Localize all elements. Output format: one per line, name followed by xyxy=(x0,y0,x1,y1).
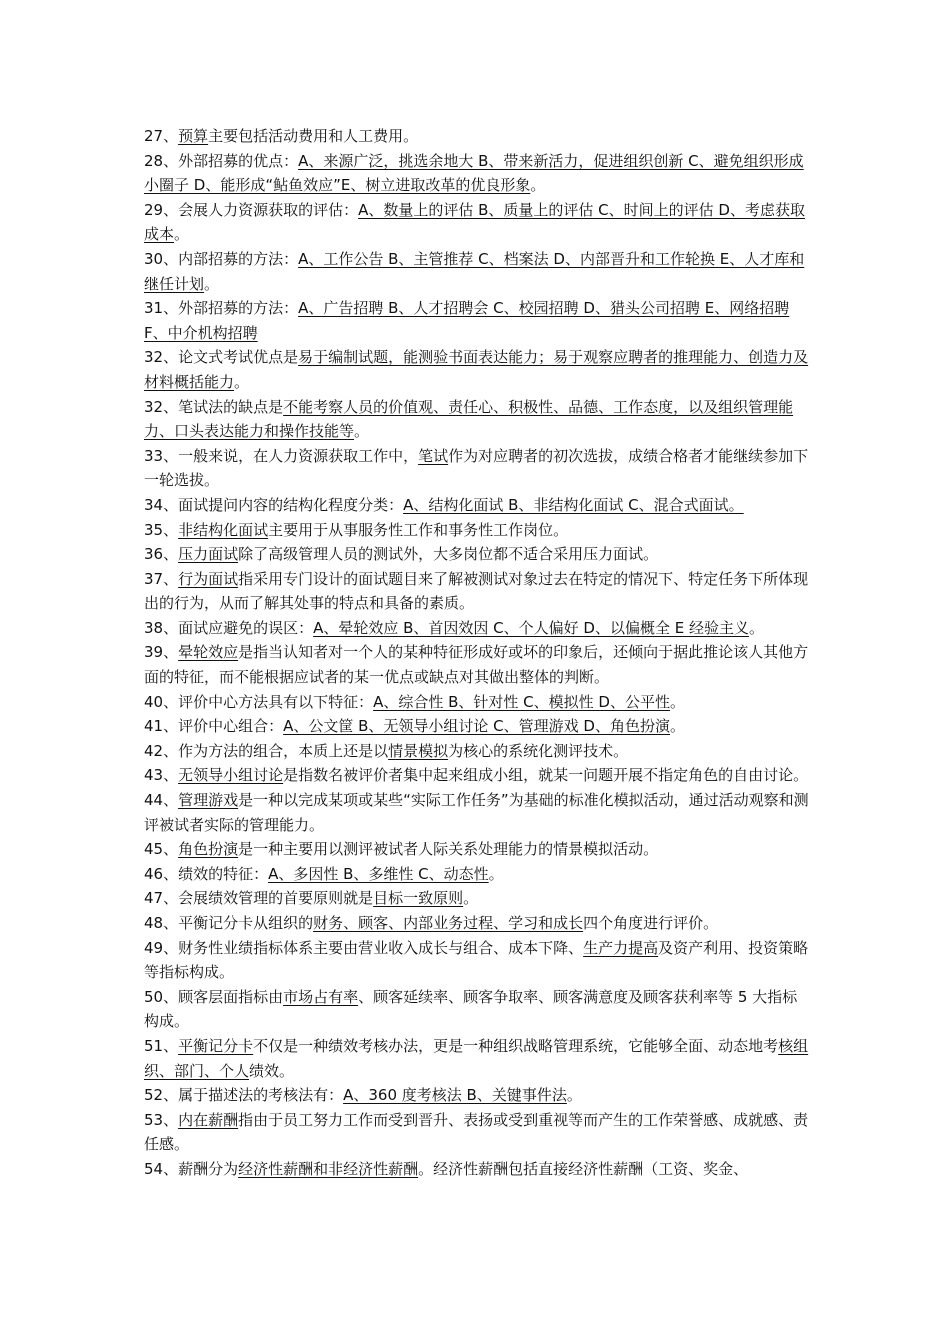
question-text: 36、 xyxy=(144,545,179,564)
question-text: 是一种主要用以测评被试者人际关系处理能力的情景模拟活动。 xyxy=(238,840,659,859)
question-paragraph xyxy=(144,1034,812,1083)
answer-text: 无领导小组讨论 xyxy=(178,766,284,785)
question-text: 32、论文式考试优点是 xyxy=(144,348,299,367)
answer-text: A、多因性 B、多维性 C、动态性 xyxy=(268,864,489,883)
question-paragraph xyxy=(144,739,812,764)
question-paragraph xyxy=(144,542,812,567)
question-text: 53、 xyxy=(144,1110,179,1129)
question-text: 。 xyxy=(488,864,504,883)
question-text: 32、笔试法的缺点是 xyxy=(144,397,284,416)
question-text: 37、 xyxy=(144,569,179,588)
question-paragraph xyxy=(144,788,812,837)
question-text: 。 xyxy=(354,422,370,441)
question-paragraph xyxy=(144,862,812,887)
question-text: 为核心的系统化测评技术。 xyxy=(448,741,629,760)
question-paragraph xyxy=(144,640,812,689)
answer-text: 压力面试 xyxy=(178,545,239,564)
answer-text: 内在薪酬 xyxy=(178,1110,239,1129)
question-text: 43、 xyxy=(144,766,179,785)
question-paragraph xyxy=(144,518,812,543)
question-text: 47、会展绩效管理的首要原则就是 xyxy=(144,889,374,908)
answer-text: A、晕轮效应 B、首因效因 C、个人偏好 D、以偏概全 E 经验主义 xyxy=(313,618,749,637)
answer-text: 非结构化面试 xyxy=(178,520,269,539)
question-text: 、顾客延续率、顾客争取率、顾客满意度及顾客获利率等 5 大指标构成。 xyxy=(144,987,798,1031)
question-text: 。 xyxy=(749,618,765,637)
answer-text: 目标一致原则 xyxy=(373,889,464,908)
answer-text: 市场占有率 xyxy=(283,987,359,1006)
question-text: 指由于员工努力工作而受到晋升、表扬或受到重视等而产生的工作荣誉感、成就感、责任感。 xyxy=(144,1110,809,1154)
question-text: 除了高级管理人员的测试外，大多岗位都不适合采用压力面试。 xyxy=(238,545,659,564)
question-paragraph xyxy=(144,886,812,911)
answer-text: 行为面试 xyxy=(178,569,239,588)
question-text: 35、 xyxy=(144,520,179,539)
answer-text: A、工作公告 B、主管推荐 C、档案法 D、内部晋升和工作轮换 E、人才库和继任计划 xyxy=(144,249,805,293)
question-paragraph xyxy=(144,690,812,715)
question-text: 是指当认知者对一个人的某种特征形成好或坏的印象后，还倾向于据此推论该人其他方面的特征，而不能根据应试者的某一优点或缺点对其做出整体的判断。 xyxy=(144,643,809,687)
question-text: 28、外部招募的优点： xyxy=(144,151,299,170)
question-text: 。 xyxy=(463,889,479,908)
answer-text: 平衡记分卡 xyxy=(178,1036,254,1055)
question-text: 是指数名被评价者集中起来组成小组，就某一问题开展不指定角色的自由讨论。 xyxy=(283,766,809,785)
answer-text: A、综合性 B、针对性 C、模拟性 D、公平性 xyxy=(373,692,670,711)
question-paragraph xyxy=(144,1108,812,1157)
answer-text: 笔试 xyxy=(418,446,449,465)
answer-text: 晕轮效应 xyxy=(178,643,239,662)
question-paragraph xyxy=(144,911,812,936)
answer-text: 管理游戏 xyxy=(178,791,239,810)
answer-text: 情景模拟 xyxy=(388,741,449,760)
question-paragraph xyxy=(144,296,812,345)
question-text: 。 xyxy=(669,717,685,736)
answer-text: 财务、顾客、内部业务过程、学习和成长 xyxy=(313,914,584,932)
question-paragraph xyxy=(144,247,812,296)
question-text: 作为对应聘者的初次选拔，成绩合格者才能继续参加下一轮选拔。 xyxy=(144,446,809,490)
question-paragraph xyxy=(144,395,812,444)
answer-text: 易于编制试题，能测验书面表达能力；易于观察应聘者的推理能力、创造力及材料概括能力 xyxy=(144,348,809,391)
question-text: 52、属于描述法的考核法有： xyxy=(144,1086,344,1105)
answer-text: 生产力提高 xyxy=(583,938,659,957)
question-paragraph xyxy=(144,567,812,616)
question-text: 45、 xyxy=(144,840,179,859)
question-text: 54、薪酬分为 xyxy=(144,1159,239,1178)
question-text: 30、内部招募的方法： xyxy=(144,249,299,268)
question-text: 29、会展人力资源获取的评估： xyxy=(144,200,359,219)
question-paragraph xyxy=(144,493,812,518)
answer-text: 经济性薪酬和非经济性薪酬 xyxy=(238,1159,419,1178)
question-text: 指采用专门设计的面试题目来了解被测试对象过去在特定的情况下、特定任务下所体现出的行为，从而了解其处事的特点和具备的素质。 xyxy=(144,569,809,613)
question-text: 51、 xyxy=(144,1036,179,1055)
question-paragraph xyxy=(144,985,812,1034)
question-text: 。 xyxy=(204,274,220,293)
answer-text: A、360 度考核法 B、关键事件法 xyxy=(343,1086,567,1105)
question-paragraph xyxy=(144,198,812,247)
answer-text: A、数量上的评估 B、质量上的评估 C、时间上的评估 D、考虑获取成本 xyxy=(144,200,805,244)
question-text: 。经济性薪酬包括直接经济性薪酬（工资、奖金、 xyxy=(418,1159,749,1178)
question-text: 34、面试提问内容的结构化程度分类： xyxy=(144,495,404,514)
question-paragraph xyxy=(144,1083,812,1108)
question-text: 41、评价中心组合： xyxy=(144,717,284,736)
document-body xyxy=(144,124,812,1182)
question-paragraph xyxy=(144,837,812,862)
question-text: 。 xyxy=(669,692,685,711)
answer-text: 预算 xyxy=(178,127,209,145)
answer-text: A、广告招聘 B、人才招聘会 C、校园招聘 D、猎头公司招聘 E、网络招聘 F、中介机构招聘 xyxy=(144,299,790,342)
question-paragraph xyxy=(144,149,812,198)
question-text: 。 xyxy=(234,372,250,391)
question-text: 绩效。 xyxy=(249,1061,295,1080)
question-paragraph xyxy=(144,763,812,788)
question-paragraph xyxy=(144,124,812,149)
question-paragraph xyxy=(144,1157,812,1182)
question-paragraph xyxy=(144,345,812,394)
question-text: 40、评价中心方法具有以下特征： xyxy=(144,692,374,711)
question-text: 33、一般来说，在人力资源获取工作中， xyxy=(144,446,419,465)
question-text: 四个角度进行评价。 xyxy=(583,914,719,932)
answer-text: A、结构化面试 B、非结构化面试 C、混合式面试。 xyxy=(403,495,744,514)
question-paragraph xyxy=(144,936,812,985)
question-text: 39、 xyxy=(144,643,179,662)
question-text: 不仅是一种绩效考核办法，更是一种组织战略管理系统，它能够全面、动态地考 xyxy=(253,1036,779,1055)
question-text: 。 xyxy=(174,225,190,244)
question-text: 44、 xyxy=(144,791,179,810)
question-text: 49、财务性业绩指标体系主要由营业收入成长与组合、成本下降、 xyxy=(144,938,584,957)
question-paragraph xyxy=(144,714,812,739)
answer-text: 角色扮演 xyxy=(178,840,239,859)
answer-text: 核组织、部门、个人 xyxy=(144,1036,809,1080)
answer-text: A、公文筐 B、无领导小组讨论 C、管理游戏 D、角色扮演 xyxy=(283,717,670,736)
question-text: 31、外部招募的方法： xyxy=(144,299,299,318)
answer-text: 不能考察人员的价值观、责任心、积极性、品德、工作态度，以及组织管理能力、口头表达能力和操作技能等 xyxy=(144,397,794,441)
question-text: 及资产利用、投资策略等指标构成。 xyxy=(144,938,809,982)
question-text: 主要包括活动费用和人工费用。 xyxy=(208,127,419,145)
question-text: 27、 xyxy=(144,127,179,145)
question-text: 。 xyxy=(530,176,546,195)
question-text: 38、面试应避免的误区： xyxy=(144,618,314,637)
question-text: 是一种以完成某项或某些“实际工作任务”为基础的标准化模拟活动，通过活动观察和测评被试者实际的管理能力。 xyxy=(144,791,809,834)
question-text: 48、平衡记分卡从组织的 xyxy=(144,914,314,932)
question-text: 46、绩效的特征： xyxy=(144,864,269,883)
question-text: 。 xyxy=(566,1086,582,1105)
question-paragraph xyxy=(144,616,812,641)
question-text: 42、作为方法的组合，本质上还是以 xyxy=(144,741,389,760)
question-text: 主要用于从事服务性工作和事务性工作岗位。 xyxy=(268,520,569,539)
answer-text: A、来源广泛，挑选余地大 B、带来新活力，促进组织创新 C、避免组织形成小圈子 D、能形成“鲇鱼效应”E、树立进取改革的优良形象 xyxy=(144,151,804,195)
question-text: 50、顾客层面指标由 xyxy=(144,987,284,1006)
question-paragraph xyxy=(144,444,812,493)
